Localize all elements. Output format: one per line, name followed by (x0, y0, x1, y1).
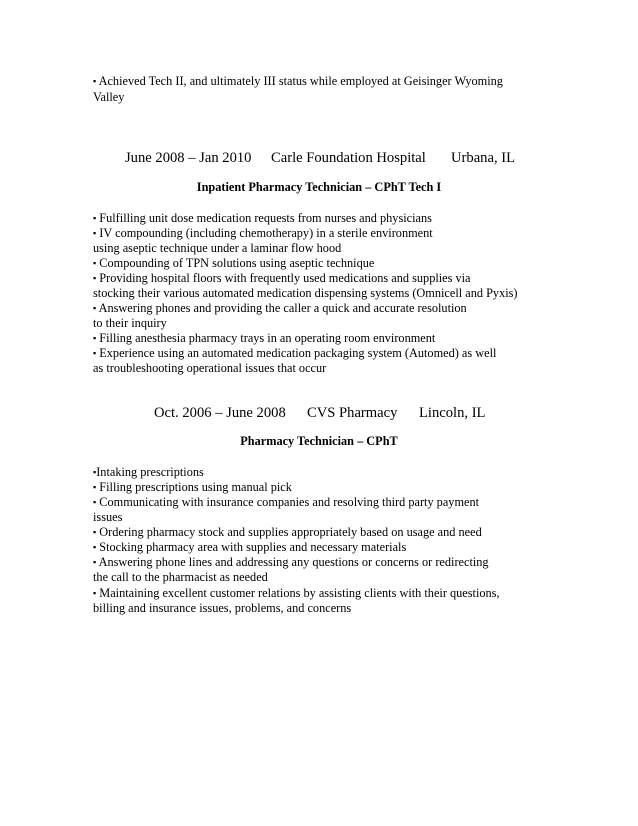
bullet-continuation: the call to the pharmacist as needed (93, 570, 268, 584)
bullet-continuation: using aseptic technique under a laminar flow hood (93, 241, 342, 255)
bullet-continuation: Valley (93, 90, 125, 104)
job-dates: June 2008 – Jan 2010 (125, 150, 252, 166)
bullet-continuation: issues (93, 510, 123, 524)
bullet-item: ▪ IV compounding (including chemotherapy) in a sterile environment (93, 226, 433, 240)
bullet-item: ▪ Experience using an automated medication packaging system (Automed) as well (93, 346, 497, 360)
job-title: Pharmacy Technician – CPhT (240, 434, 398, 448)
bullet-item: ▪ Filling prescriptions using manual pick (93, 480, 292, 494)
bullet-item: ▪ Filling anesthesia pharmacy trays in an operating room environment (93, 331, 436, 345)
bullet-icon: ▪ (93, 333, 97, 343)
bullet-icon: ▪ (93, 497, 97, 507)
bullet-icon: ▪ (93, 228, 97, 238)
bullet-item: ▪ Stocking pharmacy area with supplies and necessary materials (93, 540, 407, 554)
bullet-item: ▪ Compounding of TPN solutions using aseptic technique (93, 256, 375, 270)
bullet-item: ▪ Answering phone lines and addressing any questions or concerns or redirecting (93, 555, 489, 569)
bullet-item: ▪ Providing hospital floors with frequently used medications and supplies via (93, 271, 471, 285)
bullet-icon: ▪ (93, 213, 97, 223)
bullet-item: ▪ Answering phones and providing the caller a quick and accurate resolution (93, 301, 467, 315)
bullet-icon: ▪ (93, 467, 97, 477)
bullet-item: ▪ Fulfilling unit dose medication requests from nurses and physicians (93, 211, 432, 225)
job-employer: CVS Pharmacy (307, 405, 398, 421)
bullet-item: ▪ Communicating with insurance companies and resolving third party payment (93, 495, 480, 509)
job-location: Lincoln, IL (419, 405, 486, 421)
bullet-icon: ▪ (93, 542, 97, 552)
job-employer: Carle Foundation Hospital (271, 150, 426, 166)
bullet-icon: ▪ (93, 588, 97, 598)
bullet-continuation: billing and insurance issues, problems, and concerns (93, 601, 352, 615)
bullet-icon: ▪ (93, 303, 97, 313)
bullet-item: ▪ Maintaining excellent customer relations by assisting clients with their questions, (93, 586, 500, 600)
bullet-icon: ▪ (93, 557, 97, 567)
bullet-icon: ▪ (93, 258, 97, 268)
bullet-continuation: stocking their various automated medication dispensing systems (Omnicell and Pyxis) (93, 286, 518, 300)
bullet-icon: ▪ (93, 76, 97, 86)
job-title: Inpatient Pharmacy Technician – CPhT Tech I (196, 180, 442, 194)
bullet-item: ▪ Ordering pharmacy stock and supplies appropriately based on usage and need (93, 525, 482, 539)
bullet-icon: ▪ (93, 348, 97, 358)
bullet-icon: ▪ (93, 273, 97, 283)
job-location: Urbana, IL (451, 150, 516, 166)
bullet-icon: ▪ (93, 527, 97, 537)
bullet-item: ▪Intaking prescriptions (93, 465, 204, 479)
bullet-continuation: to their inquiry (93, 316, 167, 330)
bullet-item: ▪ Achieved Tech II, and ultimately III status while employed at Geisinger Wyoming (93, 74, 503, 88)
job-dates: Oct. 2006 – June 2008 (154, 405, 286, 421)
bullet-icon: ▪ (93, 482, 97, 492)
bullet-continuation: as troubleshooting operational issues that occur (93, 361, 327, 375)
